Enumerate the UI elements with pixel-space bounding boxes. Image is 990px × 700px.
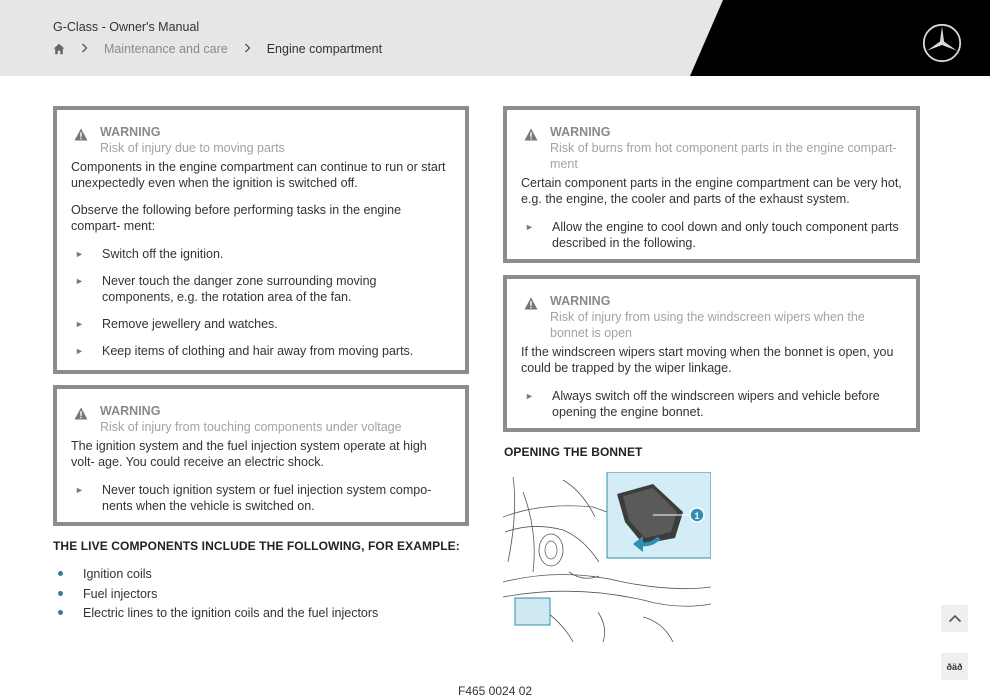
figure-caption: F465 0024 02	[458, 684, 533, 698]
bullet-dot-icon	[58, 571, 63, 576]
chevron-right-icon	[244, 42, 251, 56]
warning-paragraph: Components in the engine compartment can continue to run or start unexpectedly even when the ignition is switched off.	[71, 160, 446, 190]
warning-box-moving-parts	[53, 106, 469, 374]
chevron-up-icon	[948, 612, 962, 626]
arrow-bullet-icon: ►	[75, 319, 84, 329]
live-components-list	[58, 566, 378, 625]
instruction-list	[71, 482, 451, 514]
list-item: ► Remove jewellery and watches.	[75, 317, 278, 331]
warning-triangle-icon	[524, 128, 538, 141]
warning-title: WARNING	[100, 404, 161, 418]
warning-triangle-icon	[74, 128, 88, 141]
list-item: ► Allow the engine to cool down and only touch component parts described in the following.	[525, 220, 899, 250]
list-item: Electric lines to the ignition coils and the fuel injectors	[58, 605, 378, 621]
arrow-bullet-icon: ►	[525, 222, 534, 232]
warning-title: WARNING	[550, 294, 611, 308]
list-item: ► Keep items of clothing and hair away from moving parts.	[75, 344, 414, 358]
list-item: Ignition coils	[58, 566, 378, 582]
warning-subtitle: Risk of injury from touching components under voltage	[100, 420, 402, 434]
list-item: ► Never touch ignition system or fuel injection system compo‑ nents when the vehicle is switched on.	[75, 483, 432, 513]
list-item: ► Always switch off the windscreen wipers and vehicle before opening the engine bonnet.	[525, 389, 880, 419]
warning-triangle-icon	[524, 297, 538, 310]
figure-callout-label: 1	[694, 511, 700, 521]
warning-paragraph: If the windscreen wipers start moving when the bonnet is open, you could be trapped by the wiper linkage.	[521, 345, 894, 375]
warning-paragraph: The ignition system and the fuel injection system operate at high volt‑ age. You could receive an electric shock.	[71, 439, 427, 469]
page-indicator-button[interactable]: ðäð	[941, 653, 968, 680]
bullet-dot-icon	[58, 610, 63, 615]
home-icon[interactable]	[53, 43, 65, 55]
warning-box-hot-parts	[503, 106, 920, 263]
manual-title: G-Class - Owner's Manual	[53, 20, 200, 34]
instruction-list	[521, 219, 902, 251]
breadcrumb-maintenance-link[interactable]: Maintenance and care	[104, 42, 228, 56]
arrow-bullet-icon: ►	[525, 391, 534, 401]
warning-box-voltage	[53, 385, 469, 526]
arrow-bullet-icon: ►	[75, 485, 84, 495]
warning-paragraph: Certain component parts in the engine compartment can be very hot, e.g. the engine, the cooler and parts of the exhaust system.	[521, 176, 902, 206]
arrow-bullet-icon: ►	[75, 346, 84, 356]
warning-subtitle: Risk of burns from hot component parts in the engine compart‑ ment	[550, 141, 897, 171]
arrow-bullet-icon: ►	[75, 249, 84, 259]
warning-subtitle: Risk of injury due to moving parts	[100, 141, 285, 155]
arrow-bullet-icon: ►	[75, 276, 84, 286]
instruction-list	[71, 246, 451, 359]
breadcrumb-current: Engine compartment	[266, 42, 383, 56]
warning-title: WARNING	[550, 125, 611, 139]
instruction-list	[521, 388, 902, 420]
warning-triangle-icon	[74, 407, 88, 420]
list-item: ► Never touch the danger zone surrounding moving components, e.g. the rotation area of the fan.	[75, 274, 377, 304]
bonnet-release-illustration	[503, 472, 711, 642]
list-item: ► Switch off the ignition.	[75, 247, 224, 261]
list-item: Fuel injectors	[58, 586, 378, 602]
mercedes-star-logo	[922, 23, 962, 63]
chevron-right-icon	[81, 42, 88, 56]
warning-title: WARNING	[100, 125, 161, 139]
warning-subtitle: Risk of injury from using the windscreen wipers when the bonnet is open	[550, 310, 865, 340]
live-components-heading: THE LIVE COMPONENTS INCLUDE THE FOLLOWING, FOR EXAMPLE:	[53, 539, 460, 553]
warning-box-wipers	[503, 275, 920, 432]
scroll-to-top-button[interactable]	[941, 605, 968, 632]
breadcrumb	[53, 42, 382, 56]
bullet-dot-icon	[58, 591, 63, 596]
opening-bonnet-heading: OPENING THE BONNET	[504, 445, 643, 459]
warning-paragraph: Observe the following before performing tasks in the engine compart‑ ment:	[71, 203, 402, 233]
